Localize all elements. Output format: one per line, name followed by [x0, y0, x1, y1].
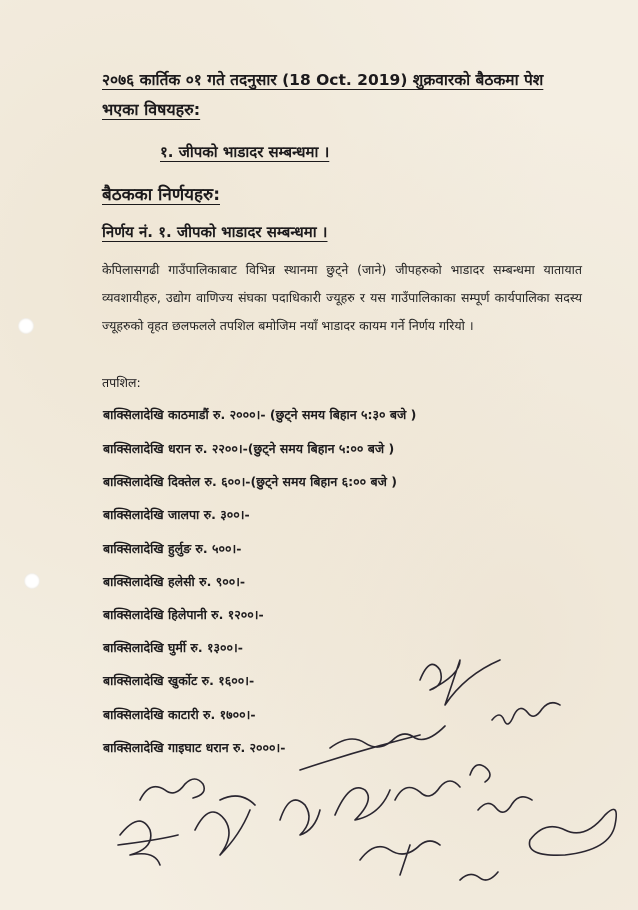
agenda-item: १. जीपको भाडादर सम्बन्धमा ।	[160, 143, 330, 161]
fare-item-khurkot: बाक्सिलादेखि खुर्कोट रु. १६००।-	[103, 673, 255, 688]
decisions-heading: बैठकका निर्णयहरु:	[102, 185, 220, 205]
signature-14	[529, 809, 616, 855]
details-label: तपशिल:	[102, 375, 141, 390]
fare-item-hilepani: बाक्सिलादेखि हिलेपानी रु. १२००।-	[103, 607, 264, 622]
fare-item-halesi: बाक्सिलादेखि हलेसी रु. ९००।-	[103, 574, 246, 589]
signature-1	[420, 660, 500, 705]
signature-11	[478, 797, 532, 812]
fare-item-gaighat-dharan: बाक्सिलादेखि गाइघाट धरान रु. २०००।-	[103, 740, 286, 755]
signature-4	[140, 779, 204, 800]
decision-title: निर्णय नं. १. जीपको भाडादर सम्बन्धमा ।	[102, 223, 328, 241]
signature-8	[335, 788, 390, 820]
signature-2	[492, 703, 560, 724]
signature-9	[395, 781, 460, 800]
fare-item-katari: बाक्सिलादेखि काटारी रु. १७००।-	[103, 707, 256, 722]
signature-12	[360, 841, 440, 875]
meeting-header-line2: भएका विषयहरु:	[102, 100, 201, 119]
signature-7	[280, 800, 320, 835]
decision-body: केपिलासगढी गाउँपालिकाबाट विभिन्न स्थानमा छुट्ने (जाने) जीपहरुको भाडादर सम्बन्धमा यातायात व्यवशायीहरु, उद्योग वाणिज्य संघका पदाधिकारी ज्यूहरु र यस गाउँपालिकाका सम्पूर्ण कार्यपालिका सदस्य ज्यूहरुको वृहत छलफलले तपशिल बमोजिम नयाँ भाडादर कायम गर्ने निर्णय गरियो ।	[102, 262, 582, 333]
fare-item-jalpa: बाक्सिलादेखि जालपा रु. ३००।-	[103, 507, 250, 522]
signature-5	[118, 821, 178, 865]
fare-item-ghurmi: बाक्सिलादेखि घुर्मी रु. १३००।-	[103, 640, 243, 655]
signature-6	[195, 796, 255, 855]
signature-13	[460, 872, 498, 880]
meeting-header-line1: २०७६ कार्तिक ०१ गते तदनुसार (18 Oct. 2019) शुक्रवारको बैठकमा पेश	[102, 71, 544, 89]
fare-item-diktel: बाक्सिलादेखि दिक्तेल रु. ६००।-(छुट्ने समय बिहान ६:०० बजे )	[103, 474, 397, 489]
signature-3	[300, 726, 445, 770]
fare-item-kathmandu: बाक्सिलादेखि काठमाडौं रु. २०००।- (छुट्ने समय बिहान ५:३० बजे )	[103, 407, 417, 422]
signature-10	[470, 765, 490, 782]
fare-item-hurlung: बाक्सिलादेखि हुर्लुङ रु. ५००।-	[103, 541, 242, 556]
fare-item-dharan: बाक्सिलादेखि धरान रु. २२००।-(छुट्ने समय बिहान ५:०० बजे )	[103, 441, 395, 456]
